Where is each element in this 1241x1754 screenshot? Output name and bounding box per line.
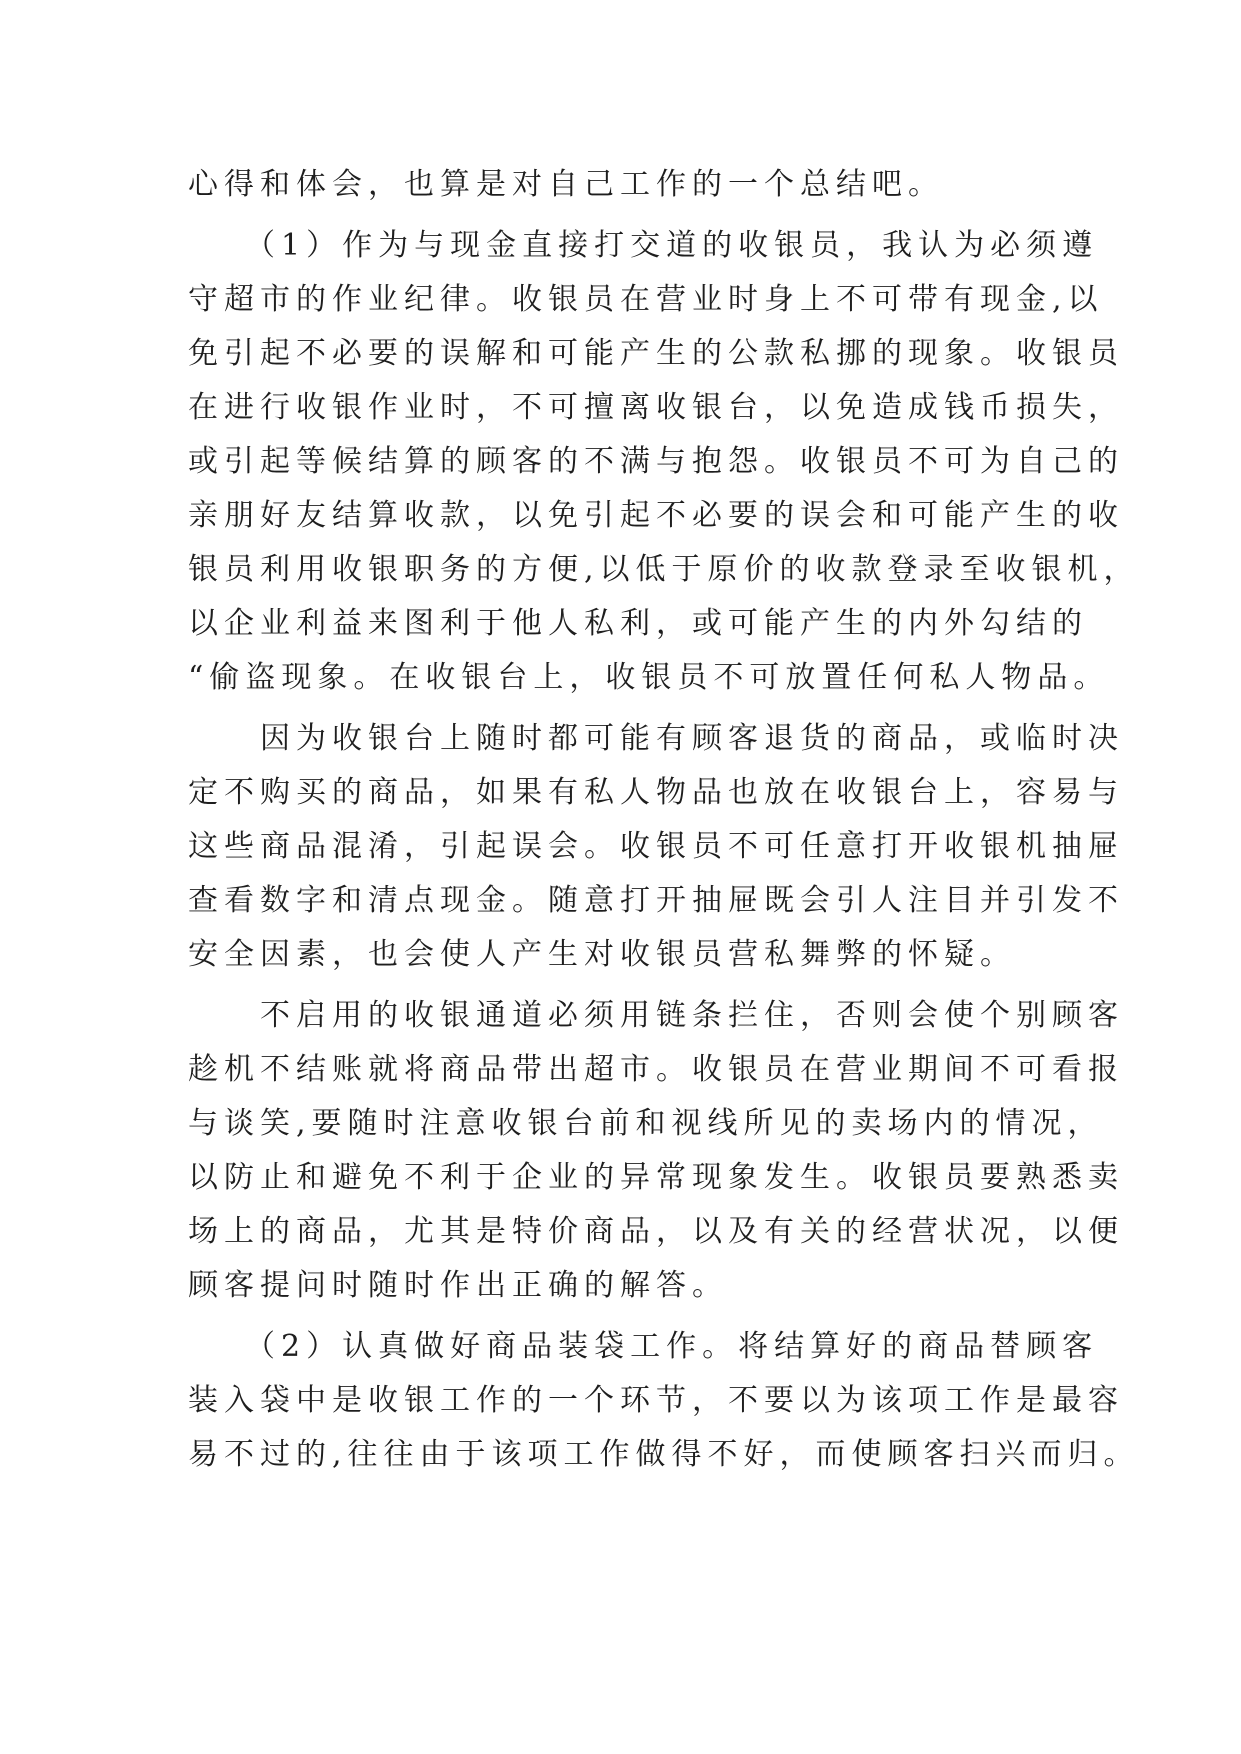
- text-line: 场上的商品，尤其是特价商品，以及有关的经营状况，以便: [188, 1214, 1124, 1249]
- paragraph-4-start: （2）认真做好商品装袋工作。将结算好的商品替顾客: [188, 1329, 1099, 1364]
- text-line: 以防止和避免不利于企业的异常现象发生。收银员要熟悉卖: [188, 1160, 1124, 1195]
- text-line: 在进行收银作业时，不可擅离收银台，以免造成钱币损失，: [188, 390, 1124, 425]
- text-line: 查看数字和清点现金。随意打开抽屉既会引人注目并引发不: [188, 883, 1124, 918]
- text-line: 亲朋好友结算收款，以免引起不必要的误会和可能产生的收: [188, 498, 1124, 533]
- text-line: 定不购买的商品，如果有私人物品也放在收银台上，容易与: [188, 775, 1124, 810]
- text-line: 以企业利益来图利于他人私利，或可能产生的内外勾结的: [188, 606, 1088, 641]
- text-line: 免引起不必要的误解和可能产生的公款私挪的现象。收银员: [188, 336, 1124, 371]
- text-line: 趁机不结账就将商品带出超市。收银员在营业期间不可看报: [188, 1052, 1124, 1087]
- text-line: 或引起等候结算的顾客的不满与抱怨。收银员不可为自己的: [188, 444, 1124, 479]
- text-line: 银员利用收银职务的方便,以低于原价的收款登录至收银机，: [188, 552, 1140, 587]
- text-line: 这些商品混淆，引起误会。收银员不可任意打开收银机抽屉: [188, 829, 1124, 864]
- text-line: 安全因素，也会使人产生对收银员营私舞弊的怀疑。: [188, 937, 1016, 972]
- paragraph-3-start: 不启用的收银通道必须用链条拦住，否则会使个别顾客: [188, 998, 1124, 1033]
- text-line: 顾客提问时随时作出正确的解答。: [188, 1268, 728, 1303]
- text-line: 守超市的作业纪律。收银员在营业时身上不可带有现金,以: [188, 282, 1104, 317]
- text-line: 易不过的,往往由于该项工作做得不好，而使顾客扫兴而归。: [188, 1437, 1140, 1472]
- paragraph-2-start: 因为收银台上随时都可能有顾客退货的商品，或临时决: [188, 721, 1124, 756]
- paragraph-1-start: （1）作为与现金直接打交道的收银员，我认为必须遵: [188, 228, 1099, 263]
- text-line: 与谈笑,要随时注意收银台前和视线所见的卖场内的情况，: [188, 1106, 1104, 1141]
- text-line: 心得和体会，也算是对自己工作的一个总结吧。: [188, 167, 944, 202]
- body-text: [188, 158, 1140, 1482]
- text-line: 装入袋中是收银工作的一个环节，不要以为该项工作是最容: [188, 1383, 1124, 1418]
- text-line: “偷盗现象。在收银台上，收银员不可放置任何私人物品。: [188, 660, 1110, 695]
